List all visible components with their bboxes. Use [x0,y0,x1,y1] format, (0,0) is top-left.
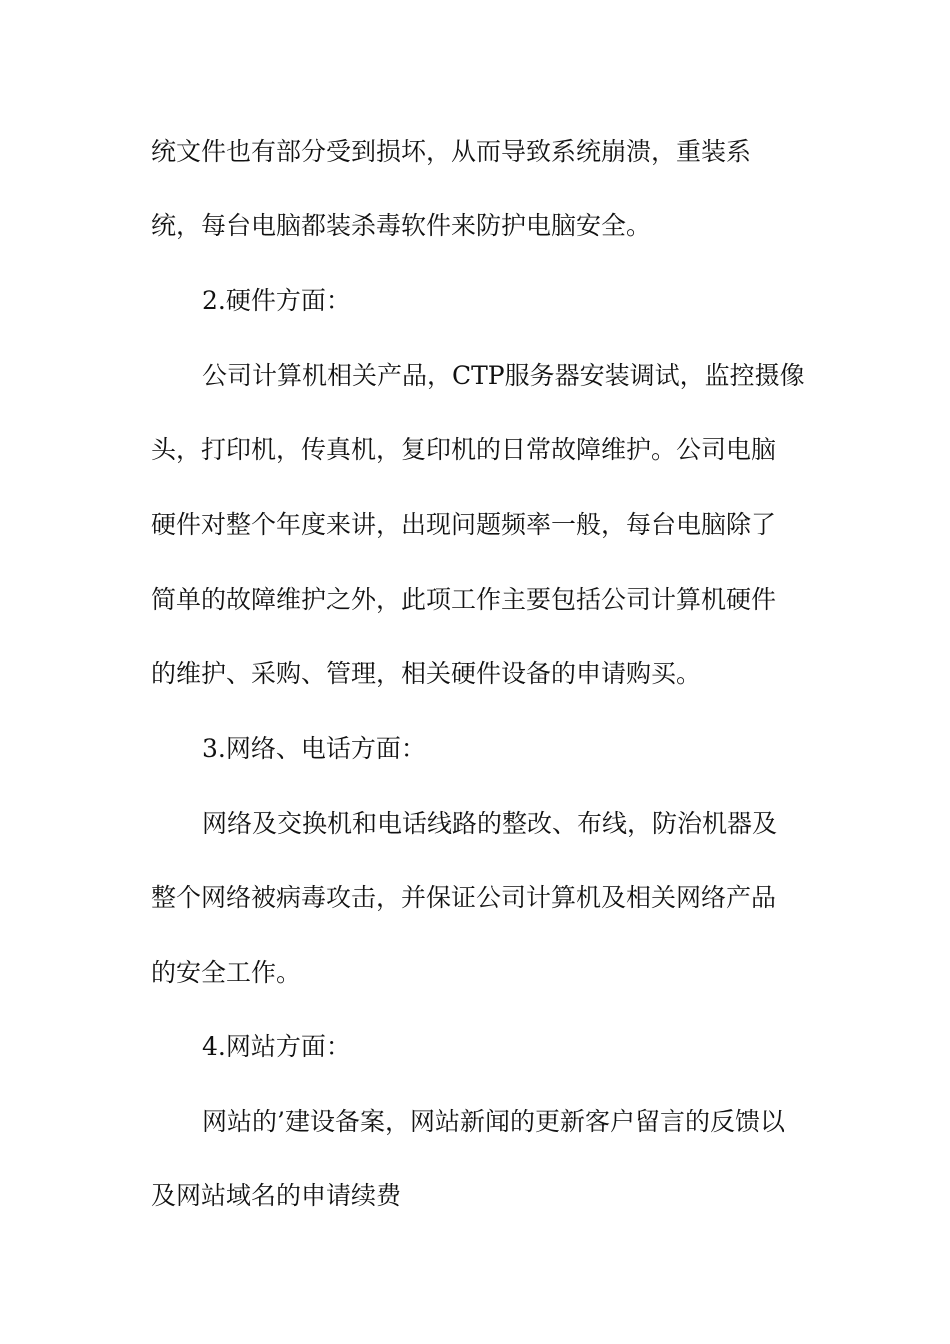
text-line: 网站的’建设备案，网站新闻的更新客户留言的反馈以 [202,1107,785,1136]
text-line: 头，打印机，传真机，复印机的日常故障维护。公司电脑 [151,435,777,464]
text-line: 的维护、采购、管理，相关硬件设备的申请购买。 [151,659,702,688]
section-heading-hardware: 2.硬件方面： [202,286,351,315]
text-line: 硬件对整个年度来讲，出现问题频率一般，每台电脑除了 [151,510,777,539]
text-line: 简单的故障维护之外，此项工作主要包括公司计算机硬件 [151,585,777,614]
text-line: 整个网络被病毒攻击，并保证公司计算机及相关网络产品 [151,883,777,912]
text-line: 网络及交换机和电话线路的整改、布线，防治机器及 [202,809,778,838]
text-line: 及网站域名的申请续费 [151,1181,402,1210]
section-heading-network: 3.网络、电话方面： [202,734,426,763]
text-line: 统，每台电脑都装杀毒软件来防护电脑安全。 [151,211,652,240]
text-line: 的安全工作。 [151,958,302,987]
section-heading-website: 4.网站方面： [202,1032,351,1061]
text-line: 公司计算机相关产品，CTP服务器安装调试，监控摄像 [202,361,805,390]
text-line: 统文件也有部分受到损坏，从而导致系统崩溃，重装系 [151,137,752,166]
